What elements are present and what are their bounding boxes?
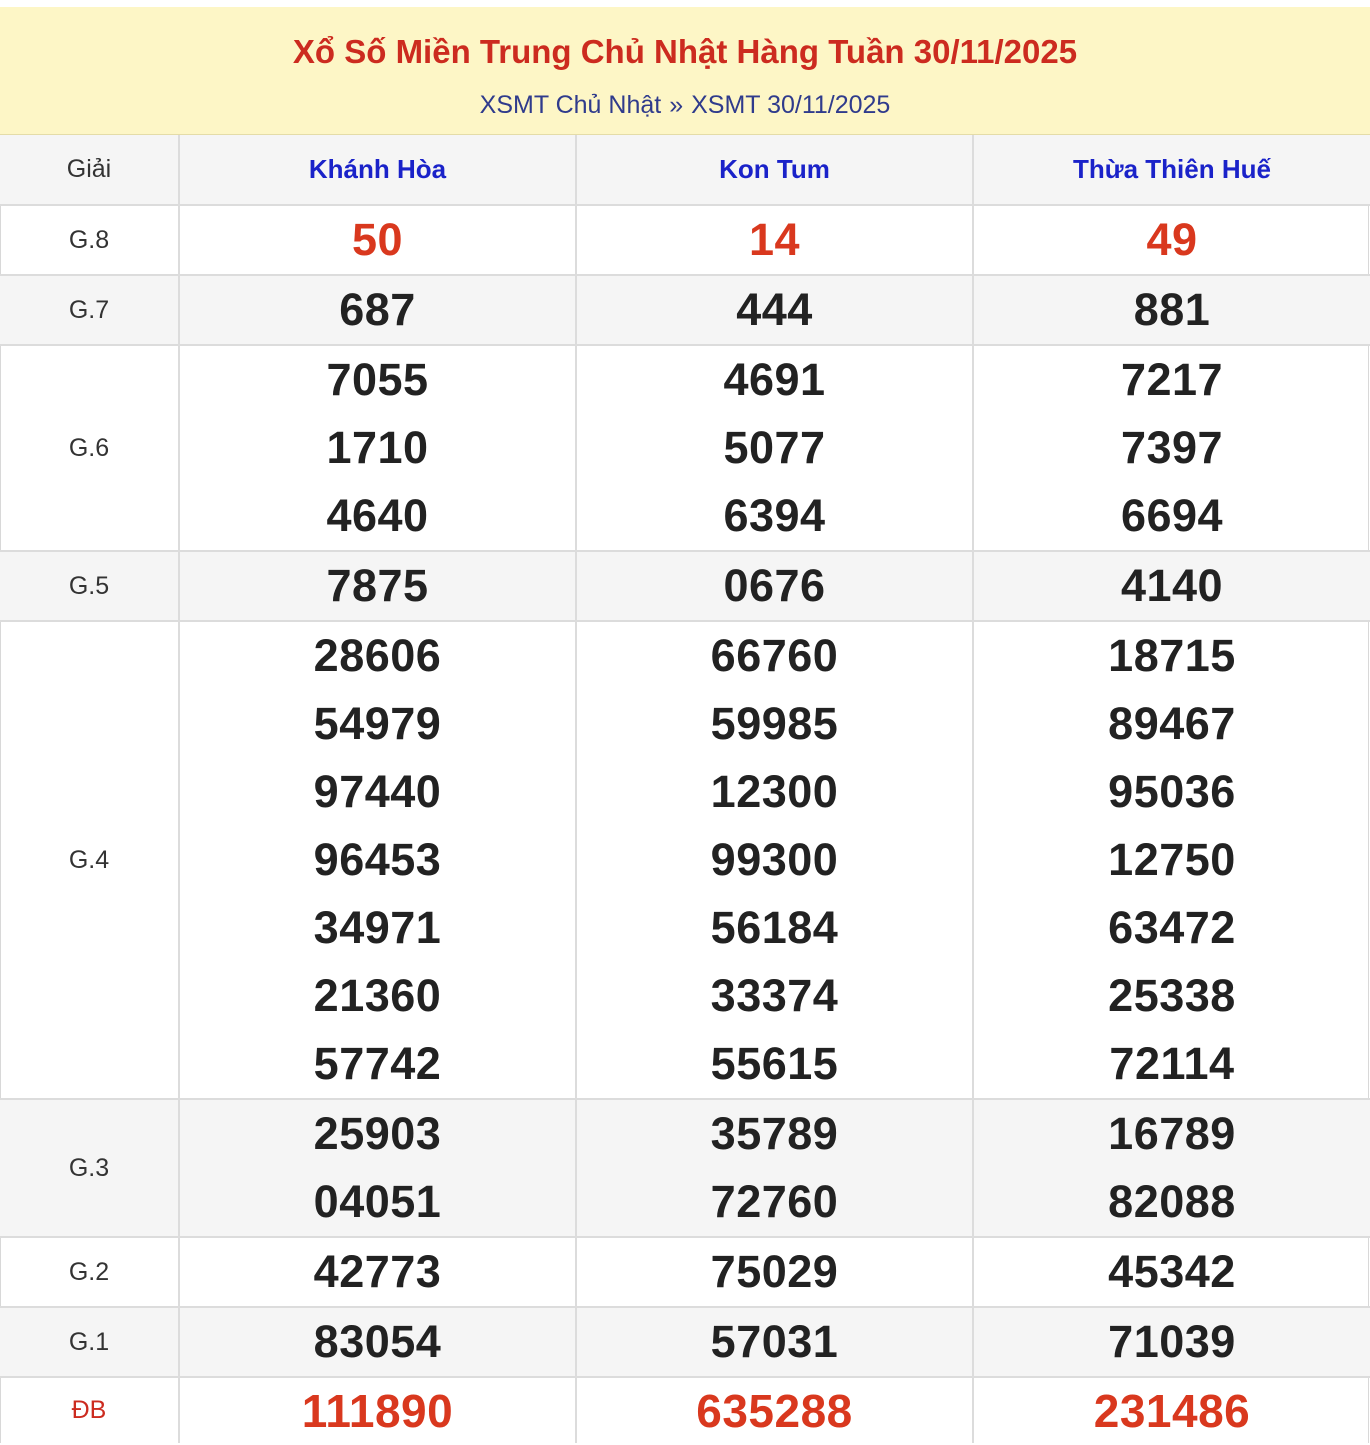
result-cell [577, 346, 974, 550]
result-number: 25903 [313, 1108, 442, 1159]
result-number: 4640 [326, 490, 429, 541]
header-prize-label: Giải [66, 155, 112, 183]
result-cell [180, 1308, 577, 1376]
province-thua-thien-hue-link[interactable]: Thừa Thiên Huế [1073, 154, 1271, 184]
result-number: 50 [351, 214, 404, 265]
prize-label: G.1 [68, 1327, 110, 1356]
result-number: 72114 [1109, 1038, 1235, 1089]
result-number: 71039 [1108, 1316, 1236, 1367]
prize-row-g1 [0, 1308, 1370, 1378]
result-cell [577, 1308, 974, 1376]
result-number: 28606 [313, 630, 442, 681]
prize-label: G.6 [68, 433, 110, 462]
prize-label: G.8 [68, 225, 110, 254]
result-number: 25338 [1108, 970, 1236, 1021]
header-cell-province-1 [180, 135, 577, 204]
result-cell [974, 1238, 1370, 1306]
prize-row-g4 [0, 622, 1370, 1100]
result-number: 75029 [710, 1246, 839, 1297]
result-number: 45342 [1108, 1246, 1236, 1297]
result-number: 57031 [710, 1316, 839, 1367]
result-number: 57742 [313, 1038, 442, 1089]
result-number: 7875 [326, 560, 429, 611]
header-cell-prize [0, 135, 180, 204]
result-cell [180, 206, 577, 274]
result-number: 1710 [326, 422, 429, 473]
result-number: 7217 [1120, 354, 1224, 405]
result-number: 12750 [1108, 834, 1236, 885]
result-cell [974, 1308, 1370, 1376]
breadcrumb-separator: » [669, 91, 684, 119]
result-number: 0676 [723, 560, 826, 611]
result-number: 687 [339, 284, 416, 335]
header-cell-province-3 [974, 135, 1370, 204]
result-number: 6694 [1120, 490, 1224, 541]
special-prize-number: 635288 [696, 1384, 853, 1437]
result-number: 14 [748, 214, 801, 265]
breadcrumb-link-xsmt-sunday[interactable]: XSMT Chủ Nhật [479, 91, 662, 119]
page-title: Xổ Số Miền Trung Chủ Nhật Hàng Tuần 30/11/2025 [292, 33, 1078, 70]
result-number: 7397 [1120, 422, 1224, 473]
result-cell [577, 206, 974, 274]
prize-label-cell [0, 1308, 180, 1376]
prize-label-cell [0, 1378, 180, 1443]
result-number: 12300 [710, 766, 839, 817]
result-number: 42773 [313, 1246, 442, 1297]
result-cell [974, 206, 1370, 274]
result-cell [974, 1378, 1370, 1443]
result-number: 7055 [326, 354, 429, 405]
result-number: 881 [1133, 284, 1211, 335]
result-number: 21360 [313, 970, 442, 1021]
result-number: 34971 [313, 902, 442, 953]
prize-row-g3 [0, 1100, 1370, 1238]
result-cell [577, 1378, 974, 1443]
special-prize-number: 231486 [1093, 1384, 1251, 1437]
result-number: 4140 [1120, 560, 1224, 611]
result-number: 5077 [723, 422, 826, 473]
prize-label-cell [0, 1100, 180, 1236]
result-number: 4691 [723, 354, 826, 405]
result-cell [577, 1238, 974, 1306]
prize-row-special [0, 1378, 1370, 1443]
breadcrumb [0, 91, 1370, 120]
result-cell [974, 1100, 1370, 1236]
prize-label-cell [0, 206, 180, 274]
prize-label: G.2 [68, 1257, 110, 1286]
result-number: 6394 [723, 490, 826, 541]
result-cell [577, 552, 974, 620]
result-cell [577, 276, 974, 344]
header-cell-province-2 [577, 135, 974, 204]
prize-label: G.3 [68, 1153, 110, 1182]
province-kon-tum-link[interactable]: Kon Tum [719, 154, 830, 184]
result-cell [577, 1100, 974, 1236]
result-number: 83054 [313, 1316, 442, 1367]
province-khanh-hoa-link[interactable]: Khánh Hòa [308, 154, 447, 184]
result-number: 18715 [1108, 630, 1236, 681]
prize-label: G.7 [68, 295, 110, 324]
prize-label-cell [0, 346, 180, 550]
result-number: 59985 [710, 698, 839, 749]
prize-label-cell [0, 552, 180, 620]
result-cell [974, 622, 1370, 1098]
result-number: 54979 [313, 698, 442, 749]
table-header-row [0, 135, 1370, 206]
result-cell [180, 552, 577, 620]
prize-row-g7 [0, 276, 1370, 346]
result-number: 49 [1146, 214, 1198, 265]
prize-label-cell [0, 622, 180, 1098]
result-number: 96453 [313, 834, 442, 885]
prize-row-g2 [0, 1238, 1370, 1308]
result-cell [180, 622, 577, 1098]
prize-row-g6 [0, 346, 1370, 552]
result-number: 16789 [1108, 1108, 1236, 1159]
prize-label: G.4 [68, 845, 110, 874]
result-cell [577, 622, 974, 1098]
result-cell [974, 276, 1370, 344]
result-number: 56184 [710, 902, 839, 953]
result-number: 72760 [710, 1176, 839, 1227]
result-number: 04051 [313, 1176, 442, 1227]
result-number: 97440 [313, 766, 442, 817]
result-number: 99300 [710, 834, 839, 885]
prize-label: G.5 [68, 571, 110, 600]
result-number: 63472 [1108, 902, 1236, 953]
result-cell [180, 1238, 577, 1306]
prize-row-g8 [0, 206, 1370, 276]
prize-label-cell [0, 276, 180, 344]
results-header [0, 7, 1370, 135]
result-cell [974, 346, 1370, 550]
breadcrumb-link-xsmt-date[interactable]: XSMT 30/11/2025 [691, 91, 891, 119]
prize-row-g5 [0, 552, 1370, 622]
result-number: 35789 [710, 1108, 839, 1159]
result-number: 33374 [710, 970, 839, 1021]
result-cell [180, 346, 577, 550]
result-cell [974, 552, 1370, 620]
result-cell [180, 276, 577, 344]
result-number: 66760 [710, 630, 839, 681]
result-cell [180, 1378, 577, 1443]
result-number: 444 [736, 284, 813, 335]
special-prize-number: 111890 [301, 1384, 454, 1437]
result-number: 89467 [1108, 698, 1236, 749]
result-number: 55615 [710, 1038, 839, 1089]
result-number: 82088 [1108, 1176, 1236, 1227]
result-number: 95036 [1108, 766, 1236, 817]
prize-label-cell [0, 1238, 180, 1306]
prize-label-special: ĐB [71, 1396, 107, 1424]
result-cell [180, 1100, 577, 1236]
